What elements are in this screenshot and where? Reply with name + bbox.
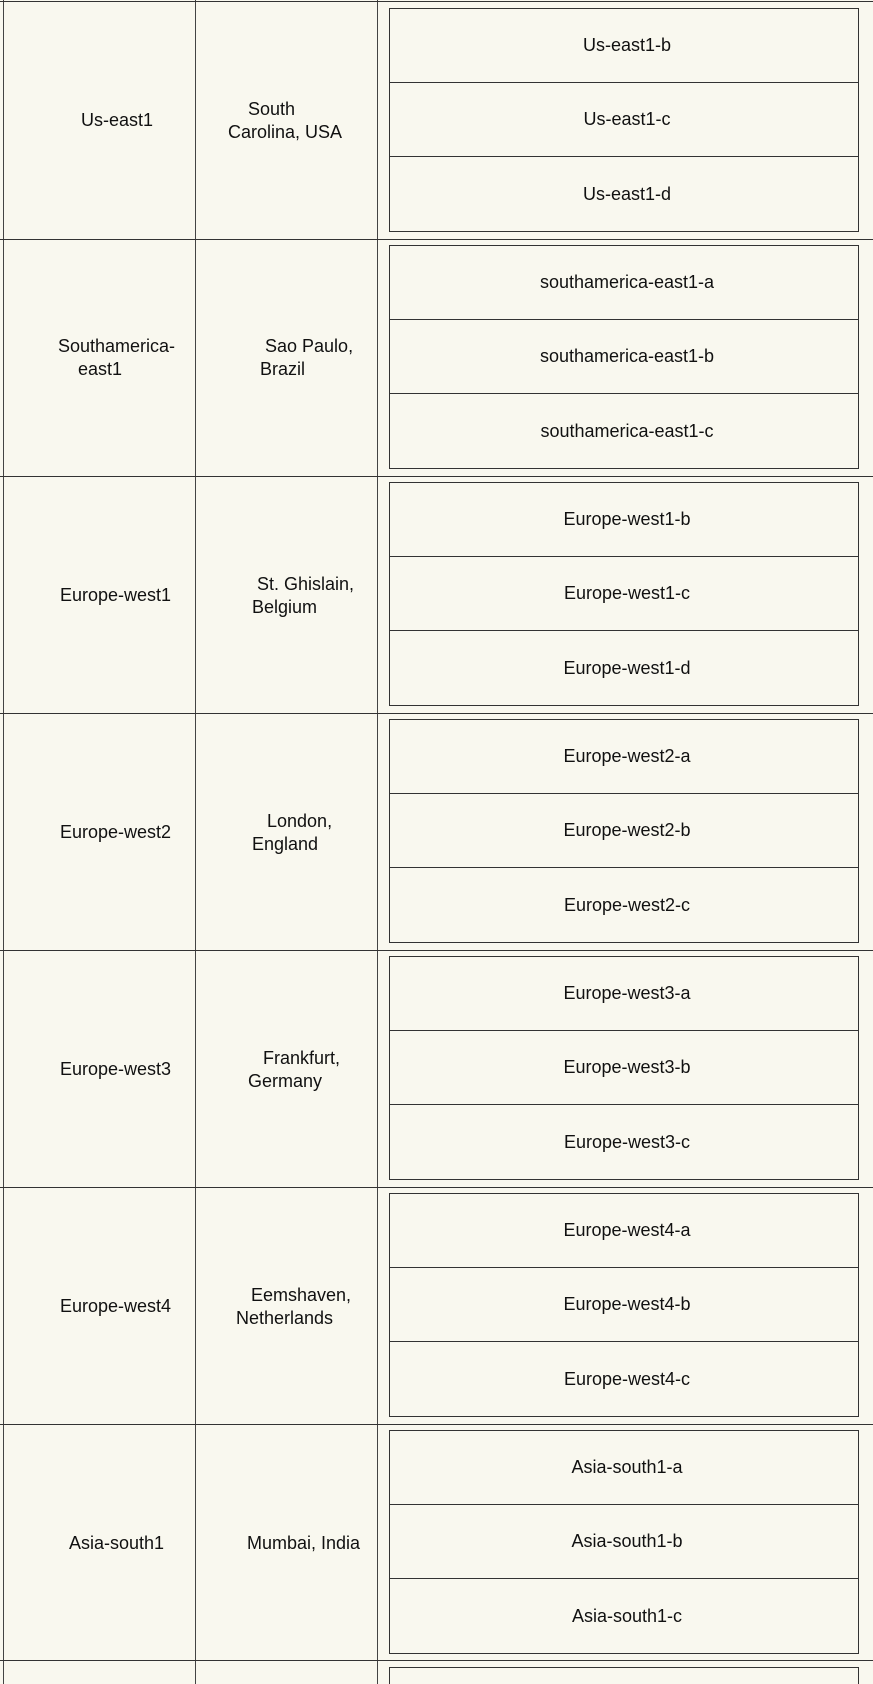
- zone-item: Us-east1-b: [390, 9, 858, 83]
- zones-cell: [389, 1430, 859, 1654]
- zones-cell: [389, 719, 859, 943]
- column-divider-region: [195, 0, 196, 1684]
- zone-item: southamerica-east1-c: [540, 420, 714, 441]
- region-cell: Us-east1: [81, 110, 154, 130]
- location-cell: St. Ghislain, Belgium: [252, 574, 355, 617]
- zone-item: Europe-west4-c: [563, 1368, 691, 1389]
- zone-item: Europe-west3-a: [390, 957, 858, 1031]
- zone-item: Asia-south1-b: [390, 1505, 858, 1579]
- zone-item: Europe-west1-c: [390, 557, 858, 631]
- location-cell: Frankfurt, Germany: [248, 1048, 341, 1091]
- zone-item: Europe-west3-c: [563, 1131, 691, 1152]
- table-border-left: [3, 0, 4, 1684]
- zones-cell: [389, 245, 859, 469]
- row-divider: [0, 1, 873, 2]
- zone-item: Asia-south1-a: [390, 1431, 858, 1505]
- row-divider: [0, 239, 873, 240]
- row-divider: [0, 713, 873, 714]
- column-divider-location: [377, 0, 378, 1684]
- region-cell: Europe-west2: [60, 822, 172, 842]
- zones-cell-cutoff: [389, 1667, 859, 1684]
- zone-item: Europe-west2-b: [390, 794, 858, 868]
- row-divider: [0, 1424, 873, 1425]
- location-cell: London, England: [252, 811, 333, 854]
- zones-cell: [389, 8, 859, 232]
- zones-cell: [389, 482, 859, 706]
- location-cell: Sao Paulo, Brazil: [260, 336, 354, 379]
- zone-item: southamerica-east1-b: [390, 320, 858, 394]
- zones-cell: [389, 956, 859, 1180]
- location-cell: South Carolina, USA: [228, 99, 343, 142]
- row-divider: [0, 1187, 873, 1188]
- region-cell: Europe-west1: [60, 585, 172, 605]
- region-cell: Asia-south1: [69, 1533, 165, 1553]
- zone-item: Europe-west3-b: [390, 1031, 858, 1105]
- zone-item: Europe-west4-a: [390, 1194, 858, 1268]
- zone-item: southamerica-east1-a: [390, 246, 858, 320]
- row-divider: [0, 950, 873, 951]
- location-cell: Mumbai, India: [247, 1533, 361, 1553]
- zone-item: Europe-west4-b: [390, 1268, 858, 1342]
- zone-item: Europe-west2-c: [563, 894, 691, 915]
- zone-item: Us-east1-d: [582, 183, 672, 204]
- zone-item: Europe-west1-b: [390, 483, 858, 557]
- region-cell: Southamerica- east1: [58, 336, 176, 379]
- region-cell: Europe-west3: [60, 1059, 172, 1079]
- zone-item: Asia-south1-c: [571, 1605, 683, 1626]
- location-cell: Eemshaven, Netherlands: [236, 1285, 352, 1328]
- zone-item: Europe-west2-a: [390, 720, 858, 794]
- zones-cell: [389, 1193, 859, 1417]
- row-divider: [0, 476, 873, 477]
- zone-item: Europe-west1-d: [563, 657, 691, 678]
- zone-item: Us-east1-c: [390, 83, 858, 157]
- row-divider: [0, 1660, 873, 1661]
- region-cell: Europe-west4: [60, 1296, 172, 1316]
